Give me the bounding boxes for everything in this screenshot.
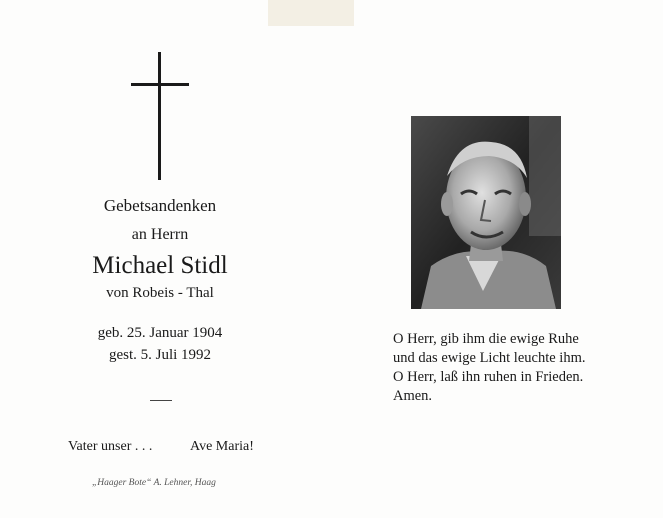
portrait-photo <box>411 116 561 309</box>
printer-imprint: „Haager Bote“ A. Lehner, Haag <box>92 478 216 488</box>
prayer-hail-mary: Ave Maria! <box>190 439 254 454</box>
verse-line: und das ewige Licht leuchte ihm. <box>393 350 586 366</box>
prayer-verse <box>393 330 643 406</box>
cross-icon <box>131 52 189 180</box>
death-date: gest. 5. Juli 1992 <box>108 347 212 363</box>
birth-date: geb. 25. Januar 1904 <box>97 325 223 341</box>
card-heading: Gebetsandenken <box>103 196 217 215</box>
origin-text: von Robeis - Thal <box>106 285 214 301</box>
verse-line: O Herr, laß ihn ruhen in Frieden. <box>393 369 584 385</box>
left-panel <box>0 0 330 518</box>
verse-line: Amen. <box>393 388 433 404</box>
verse-line: O Herr, gib ihm die ewige Ruhe <box>393 331 579 347</box>
deceased-name: Michael Stidl <box>92 252 228 279</box>
divider <box>150 400 172 401</box>
salutation: an Herrn <box>131 226 189 243</box>
prayer-our-father: Vater unser . . . <box>68 439 153 454</box>
portrait-illustration <box>411 116 561 309</box>
